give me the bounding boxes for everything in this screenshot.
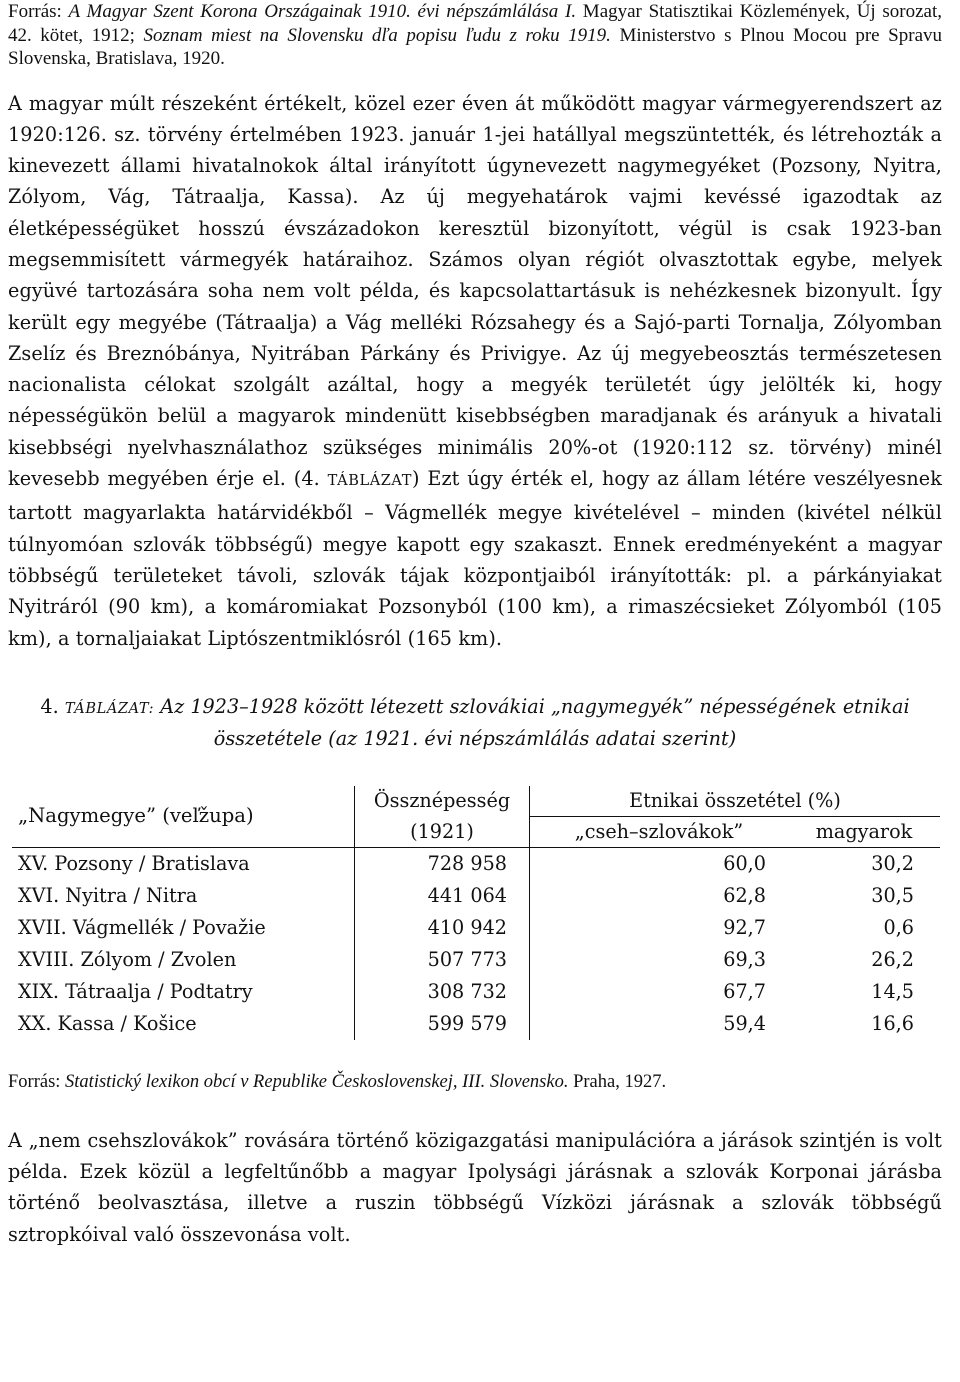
table-source-tail: Praha, 1927. (573, 1071, 667, 1092)
source-note-top (8, 0, 942, 71)
czechoslovak-share-cell: 59,4 (723, 1011, 766, 1035)
body-paragraph-1 (8, 88, 942, 654)
table-source-work: Statistický lexikon obcí v Republike Československej, III. Slovensko. (65, 1071, 569, 1092)
population-cell: 410 942 (355, 912, 530, 944)
population-cell: 308 732 (355, 976, 530, 1008)
table-source-lead: Forrás: (8, 1071, 61, 1092)
source-mid: Magyar Statisztikai Közlemények, Új sorozat, 42. kötet, 1912; (8, 1, 943, 46)
czechoslovak-share-cell: 69,3 (723, 947, 766, 971)
header-ethnic-composition: Etnikai összetétel (%) (530, 786, 941, 817)
czechoslovak-share-cell: 67,7 (723, 979, 766, 1003)
source-work-2: Soznam miest na Slovensku dľa popisu ľudu z roku 1919. (143, 24, 611, 46)
county-name-cell: XX. Kassa / Košice (12, 1008, 355, 1040)
population-cell: 441 064 (355, 880, 530, 912)
header-hungarian: magyarok (815, 819, 913, 843)
czechoslovak-share-cell: 60,0 (530, 847, 789, 880)
source-work-1: A Magyar Szent Korona Országainak 1910. évi népszámlálása I. (68, 1, 577, 22)
table-reference: TÁBLÁZAT (327, 473, 412, 490)
table-row (12, 880, 940, 912)
table-row (12, 944, 940, 976)
table-caption-number: 4. (40, 694, 59, 718)
table-caption-label: TÁBLÁZAT: (64, 700, 155, 717)
table-row (12, 912, 940, 944)
header-population: Össznépesség (355, 786, 530, 817)
table-row (12, 976, 940, 1008)
table-source-note (8, 1070, 942, 1094)
table-caption (8, 692, 942, 753)
header-county-name: „Nagymegye” (veľžupa) (12, 786, 355, 848)
czechoslovak-share-cell: 92,7 (723, 915, 766, 939)
hungarian-share-cell: 0,6 (883, 915, 914, 939)
hungarian-share-cell: 30,5 (871, 883, 914, 907)
county-name-cell: XVIII. Zólyom / Zvolen (12, 944, 355, 976)
source-tail: Ministerstvo s Plnou Mocou pre Spravu Slovenska, Bratislava, 1920. (8, 24, 942, 69)
hungarian-share-cell: 26,2 (871, 947, 914, 971)
table-row (12, 1008, 940, 1040)
paragraph-1-text: A magyar múlt részeként értékelt, közel ezer éven át működött magyar vármegyerendszert az 1920:126. sz. törvény értelmében 1923. január 1-jei hatállyal megszüntették, és létrehozták a kinevezett állami hivatalnokok által irányított úgynevezett nagymegyéket (Pozsony, Nyitra, Zólyom, Vág, Tátraalja, Kassa). Az új megyehatárok vajmi kevéssé igazodtak az életképességüket hosszú évszázadokon keresztül bizonyított, végül is csak 1923-ban megsemmisített vármegyék határaihoz. Számos olyan régiót olvasztottak egybe, melyek együvé tartozására soha nem volt példa, és kapcsolattartásuk is nehézkesnek bizonyult. Így került egy megyébe (Tátraalja) a Vág melléki Rózsahegy és a Sajó-parti Tornalja, Zólyomban Zselíz és Breznóbánya, Nyitrában Párkány és Privigye. Az új megyebeosztás természetesen nacionalista célokat szolgált azáltal, hogy a megyék területét úgy jelölték ki, hogy népességükön belül a magyarok mindenütt kisebbségben maradjanak és arányuk a hivatali kisebbségi nyelvhasználathoz szükséges minimális 20%-ot (1920:112 sz. törvény) minél kevesebb megyében érje el. (4. (8, 91, 942, 491)
county-name-cell: XV. Pozsony / Bratislava (12, 847, 355, 880)
source-lead: Forrás: (8, 1, 62, 22)
table-caption-title: Az 1923–1928 között létezett szlovákiai „nagymegyék” népességének etnikai összetétele (az 1921. évi népszámlálás adatai szerint) (160, 694, 910, 750)
county-name-cell: XIX. Tátraalja / Podtatry (12, 976, 355, 1008)
header-population-year: (1921) (355, 816, 530, 847)
paragraph-1-continuation: ) Ezt úgy érték el, hogy az állam létére veszélyesnek tartott magyarlakta határvidékből – Vágmellék megye kivételével – minden (kivétel nélkül túlnyomóan szlovák többségű) megye kapott egy szakaszt. Ennek eredményeként a magyar többségű területeket távoli, szlovák tájak központjaiból irányították: pl. a párkányiakat Nyitráról (90 km), a komáromiakat Pozsonyból (100 km), a rimaszécsieket Zólyomból (105 km), a tornaljaiakat Liptószentmiklósról (165 km). (8, 467, 942, 650)
hungarian-share-cell: 16,6 (871, 1011, 914, 1035)
hungarian-share-cell: 30,2 (788, 847, 940, 880)
table-row (12, 847, 940, 880)
body-paragraph-2: A „nem csehszlovákok” rovására történő közigazgatási manipulációra a járások szintjén is volt példa. Ezek közül a legfeltűnőbb a magyar Ipolysági járásnak a szlovák Korponai járásba történő beolvasztása, illetve a ruszin többségű Vízközi járásnak a szlovák többségű sztropkóival való összevonása volt. (8, 1128, 942, 1246)
county-ethnicity-table (12, 786, 940, 1040)
county-name-cell: XVI. Nyitra / Nitra (12, 880, 355, 912)
population-cell: 728 958 (355, 847, 530, 880)
hungarian-share-cell: 14,5 (871, 979, 914, 1003)
county-name-cell: XVII. Vágmellék / Považie (12, 912, 355, 944)
population-cell: 599 579 (355, 1008, 530, 1040)
header-czechoslovak: „cseh–szlovákok” (574, 819, 744, 843)
population-cell: 507 773 (355, 944, 530, 976)
czechoslovak-share-cell: 62,8 (723, 883, 766, 907)
